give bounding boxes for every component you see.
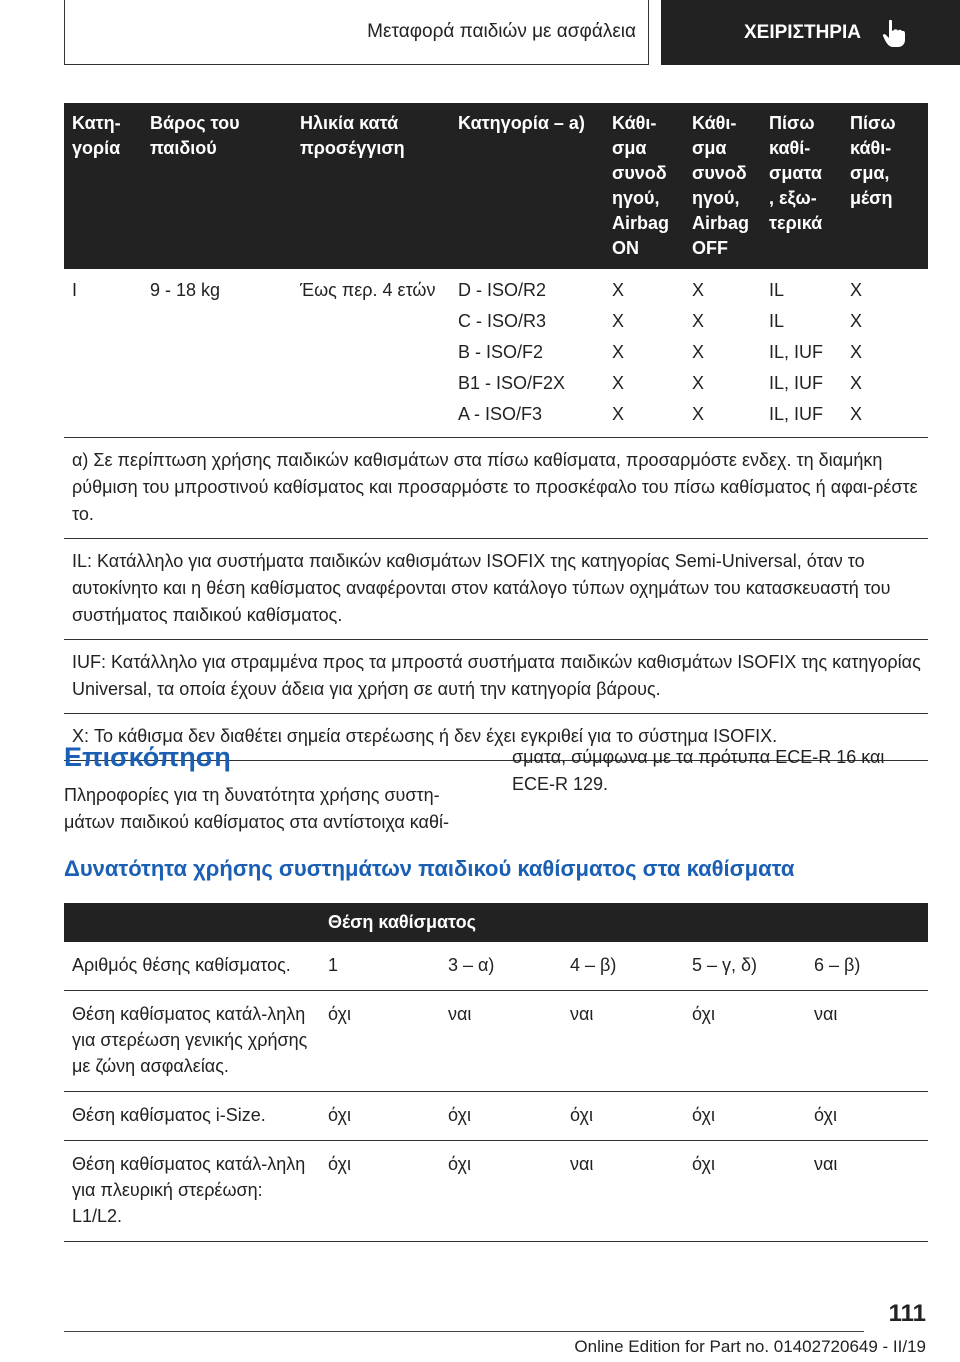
weight-cell: 9 - 18 kg [150,280,221,300]
table-cell: όχι [440,1141,562,1242]
table-cell: όχι [320,1092,440,1141]
page-number: 111 [888,1300,926,1327]
table-header-row [64,103,928,269]
table-cell: X [612,311,625,331]
table-cell: IL [769,280,785,300]
table-cell: όχι [684,991,806,1092]
table-cell: 5 – γ, δ) [684,942,806,991]
footnote-a: α) Σε περίπτωση χρήσης παιδικών καθισμάτων στα πίσω καθίσματα, προσαρμόστε ενδεχ. τη διαμήκη ρύθμιση του μπροστινού καθίσματος και προσαρμόστε το προσκέφαλο του πίσω καθίσματος ή αφαι‐ρέστε το. [64,438,928,539]
table-row [64,269,928,303]
table-header-row [64,903,928,942]
table-cell: όχι [320,991,440,1092]
edition-text: Online Edition for Part no. 01402720649 - II/19 [574,1337,926,1356]
table-cell: X [842,396,928,438]
table-row [64,303,928,334]
section-title: Μεταφορά παιδιών με ασφάλεια [367,21,636,42]
seat-usability-heading: Δυνατότητα χρήσης συστημάτων παιδικού καθίσματος στα καθίσματα [64,856,795,881]
header-section-title [64,0,649,65]
row-label: Θέση καθίσματος i-Size. [64,1092,320,1141]
row-label: Αριθμός θέσης καθίσματος. [64,942,320,991]
table-cell: IL [769,311,785,331]
table-row [64,942,928,991]
seat-position-table [64,903,928,1242]
table-cell: όχι [562,1092,684,1141]
table-cell: όχι [320,1141,440,1242]
overview-text-col2: σματα, σύμφωνα με τα πρότυπα ECE-R 16 και ECE-R 129. [512,747,885,794]
table-cell: B1 - ISO/F2X [458,373,566,393]
col-category: Κατη- γορία [64,103,142,269]
table-cell: IL, IUF [769,342,824,362]
table-cell: IL, IUF [769,373,824,393]
table-cell: ναι [562,991,684,1092]
table-cell: 3 – α) [440,942,562,991]
col-child-weight: Βάρος του παιδιού [142,103,292,269]
table-cell: X [850,311,863,331]
note-x: X: Το κάθισμα δεν διαθέτει σημεία στερέωσης ή δεν έχει εγκριθεί για το σύστημα ISOFIX. [64,714,928,761]
table-cell: ναι [562,1141,684,1242]
col-passenger-airbag-on: Κάθι- σμα συνοδ ηγού, Airbag ON [604,103,684,269]
table-note-row [64,438,928,539]
table-note-row [64,640,928,714]
table-cell: όχι [806,1092,928,1141]
col-approx-age: Ηλικία κατά προσέγγιση [292,103,450,269]
table-row [64,991,928,1092]
table-cell: 1 [320,942,440,991]
overview-text-col1: Πληροφορίες για τη δυνατότητα χρήσης συστη‐μάτων παιδικού καθίσματος στα αντίστοιχα καθί‐ [64,785,449,832]
row-label: Θέση καθίσματος κατάλ‐ληλη για πλευρική στερέωση: L1/L2. [64,1141,320,1242]
table-cell: X [612,280,625,300]
row-label: Θέση καθίσματος κατάλ‐ληλη για στερέωση γενικής χρήσης με ζώνη ασφαλείας. [64,991,320,1092]
table-cell: X [850,342,863,362]
hand-pointer-icon [881,18,907,48]
header-chapter [661,0,960,65]
col-rear-outer: Πίσω καθί- σματα , εξω- τερικά [761,103,842,269]
isofix-category-table [64,103,928,761]
table-cell: X [692,311,705,331]
table-cell: X [850,373,863,393]
table-cell: D - ISO/R2 [458,280,547,300]
table-cell: X [684,396,761,438]
table-cell: X [612,373,625,393]
table-cell: 6 – β) [806,942,928,991]
table-cell: X [692,280,705,300]
note-il: IL: Κατάλληλο για συστήματα παιδικών καθισμάτων ISOFIX της κατηγορίας Semi-Universal, όταν το αυτοκίνητο και η θέση καθίσματος αναφέρονται στον κατάλογο τύπων οχημάτων του κατασκευαστή του συστήματος παιδικού καθίσματος. [64,539,928,640]
table-note-row [64,539,928,640]
table-cell: ναι [806,991,928,1092]
seat-position-header: Θέση καθίσματος [320,903,928,942]
table-cell: X [692,342,705,362]
footer-divider [64,1331,864,1332]
note-iuf: IUF: Κατάλληλο για στραμμένα προς τα μπροστά συστήματα παιδικών καθισμάτων ISOFIX της κατηγορίας Universal, τα οποία έχουν άδεια για χρήση σε αυτή την κατηγορία βάρους. [64,640,928,714]
table-cell: όχι [684,1141,806,1242]
overview-heading: Επισκόπηση [64,742,231,772]
age-cell: Έως περ. 4 ετών [300,280,436,300]
table-cell: όχι [440,1092,562,1141]
table-row [64,365,928,396]
col-category-a: Κατηγορία – a) [450,103,604,269]
table-cell: ναι [440,991,562,1092]
col-rear-middle: Πίσω κάθι- σμα, μέση [842,103,928,269]
table-cell: X [850,280,863,300]
table-cell: όχι [684,1092,806,1141]
col-passenger-airbag-off: Κάθι- σμα συνοδ ηγού, Airbag OFF [684,103,761,269]
table-cell: IL, IUF [761,396,842,438]
table-cell: X [612,342,625,362]
table-row [64,396,928,438]
table-row [64,1092,928,1141]
table-cell: A - ISO/F3 [450,396,604,438]
table-cell: C - ISO/R3 [458,311,547,331]
table-row [64,334,928,365]
category-cell: I [72,280,78,300]
table-cell: X [692,373,705,393]
table-cell: 4 – β) [562,942,684,991]
table-cell: X [604,396,684,438]
chapter-title: ΧΕΙΡΙΣΤΗΡΙΑ [744,21,861,43]
table-cell: B - ISO/F2 [458,342,544,362]
table-row [64,1141,928,1242]
table-cell: ναι [806,1141,928,1242]
